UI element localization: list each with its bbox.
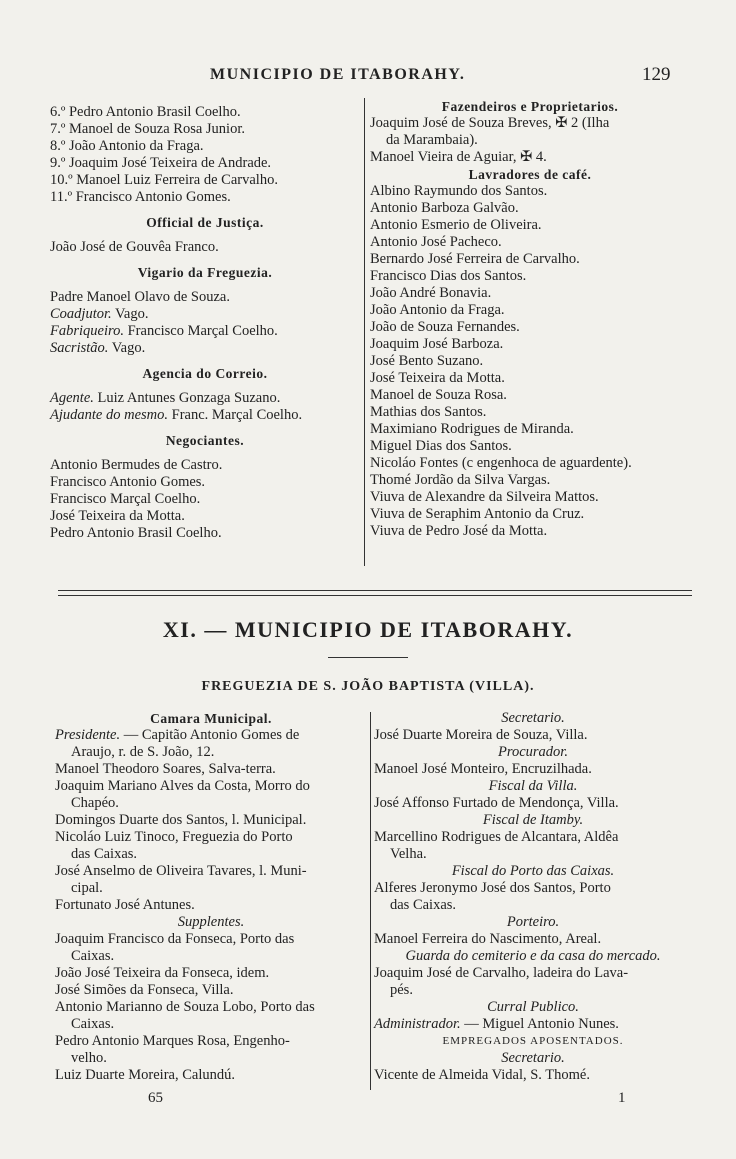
supplente-cont: Caixas. <box>71 1016 115 1032</box>
presidente-label: Presidente. <box>55 727 121 743</box>
lavrador: Maximiano Rodrigues de Miranda. <box>370 421 574 437</box>
correio-heading: Agencia do Correio. <box>142 366 268 381</box>
secretario-heading <box>374 710 692 727</box>
vereador: Manoel Theodoro Soares, Salva-terra. <box>55 761 276 777</box>
administrador-line <box>374 1016 692 1033</box>
supplente: Joaquim Francisco da Fonseca, Porto das <box>55 931 295 947</box>
sacristao-value: Vago. <box>111 340 146 356</box>
agente-line <box>50 390 360 407</box>
curral-heading <box>374 999 692 1016</box>
lavrador: Miguel Dias dos Santos. <box>370 438 512 454</box>
porteiro-heading <box>374 914 692 931</box>
agente-value: Luiz Antunes Gonzaga Suzano. <box>97 390 281 406</box>
freguezia-title: FREGUEZIA DE S. JOÃO BAPTISTA (VILLA). <box>201 679 535 694</box>
supplente: Antonio Marianno de Souza Lobo, Porto das <box>55 999 315 1015</box>
negociante: Antonio Bermudes de Castro. <box>50 457 223 473</box>
fiscal-itamby-heading <box>374 812 692 829</box>
negociante: Francisco Antonio Gomes. <box>50 474 206 490</box>
oficial-name: João José de Gouvêa Franco. <box>50 239 219 255</box>
vigario-heading: Vigario da Freguezia. <box>137 265 273 280</box>
fiscal-itamby-cont: Velha. <box>390 846 427 862</box>
vereador: Joaquim Mariano Alves da Costa, Morro do <box>55 778 310 794</box>
fazendeiro: Joaquim José de Souza Breves, ✠ 2 (Ilha <box>370 115 610 131</box>
lavrador: Viuva de Alexandre da Silveira Mattos. <box>370 489 599 505</box>
top-right-column <box>370 98 690 540</box>
vereador-cont: das Caixas. <box>71 846 138 862</box>
negociantes-list <box>50 457 360 542</box>
sacristao-label: Sacristão. <box>50 340 109 356</box>
vereador-cont: cipal. <box>71 880 103 896</box>
vereador: Nicoláo Luiz Tinoco, Freguezia do Porto <box>55 829 293 845</box>
officials-column <box>374 710 692 1084</box>
council-members-list <box>50 104 360 206</box>
fiscal-villa-heading-text: Fiscal da Villa. <box>488 778 578 794</box>
fazendeiros-list <box>370 115 690 166</box>
running-title: MUNICIPIO DE ITABORAHY. <box>210 66 466 83</box>
guarda-name: Joaquim José de Carvalho, ladeira do Lava- <box>374 965 629 981</box>
lavrador: Albino Raymundo dos Santos. <box>370 183 548 199</box>
supplente-cont: velho. <box>71 1050 107 1066</box>
camara-heading: Camara Municipal. <box>150 711 272 726</box>
supplente: Luiz Duarte Moreira, Calundú. <box>55 1067 235 1083</box>
council-member: 6.º Pedro Antonio Brasil Coelho. <box>50 104 241 120</box>
lavrador: Viuva de Pedro José da Motta. <box>370 523 548 539</box>
lavrador: João de Souza Fernandes. <box>370 319 520 335</box>
lavrador: Manoel de Souza Rosa. <box>370 387 507 403</box>
presidente-line <box>55 727 367 744</box>
coadjutor-line <box>50 306 360 323</box>
negociante: Francisco Marçal Coelho. <box>50 491 201 507</box>
procurador-heading <box>374 744 692 761</box>
vereadores-list <box>55 761 367 914</box>
vereador: Fortunato José Antunes. <box>55 897 195 913</box>
section-rule-top <box>58 590 692 591</box>
fiscal-porto-name: Alferes Jeronymo José dos Santos, Porto <box>374 880 611 896</box>
administrador-label: Administrador. <box>374 1016 461 1032</box>
porteiro-heading-text: Porteiro. <box>506 914 560 930</box>
fiscal-villa-heading <box>374 778 692 795</box>
ajudante-label: Ajudante do mesmo. <box>50 407 168 423</box>
administrador-value: — Miguel Antonio Nunes. <box>464 1016 619 1032</box>
supplentes-heading <box>55 914 367 931</box>
fabriqueiro-label: Fabriqueiro. <box>50 323 124 339</box>
presidente-cont: Araujo, r. de S. João, 12. <box>71 744 215 760</box>
vereador: Domingos Duarte dos Santos, l. Municipal. <box>55 812 307 828</box>
supplente: João José Teixeira da Fonseca, idem. <box>55 965 270 981</box>
coadjutor-label: Coadjutor. <box>50 306 112 322</box>
guarda-cont: pés. <box>390 982 413 998</box>
fiscal-porto-heading <box>374 863 692 880</box>
lavrador: José Teixeira da Motta. <box>370 370 505 386</box>
council-member: 10.º Manoel Luiz Ferreira de Carvalho. <box>50 172 278 188</box>
secretario-name: José Duarte Moreira de Souza, Villa. <box>374 727 588 743</box>
lavrador: Joaquim José Barboza. <box>370 336 504 352</box>
ajudante-value: Franc. Marçal Coelho. <box>171 407 303 423</box>
signature-mark: 65 <box>148 1090 163 1106</box>
lavrador: Antonio Barboza Galvão. <box>370 200 519 216</box>
lavrador: José Bento Suzano. <box>370 353 484 369</box>
lavrador: Mathias dos Santos. <box>370 404 487 420</box>
top-left-column <box>50 104 360 542</box>
vigario-name: Padre Manoel Olavo de Souza. <box>50 289 230 305</box>
camara-column <box>55 710 367 1084</box>
fiscal-villa-name: José Affonso Furtado de Mendonça, Villa. <box>374 795 619 811</box>
secretario2-name: Vicente de Almeida Vidal, S. Thomé. <box>374 1067 590 1083</box>
supplente-cont: Caixas. <box>71 948 115 964</box>
supplente: José Simões da Fonseca, Villa. <box>55 982 234 998</box>
secretario2-heading-text: Secretario. <box>501 1050 565 1066</box>
lavrador: Bernardo José Ferreira de Carvalho. <box>370 251 580 267</box>
lavrador: Viuva de Seraphim Antonio da Cruz. <box>370 506 585 522</box>
negociantes-heading: Negociantes. <box>165 433 245 448</box>
coadjutor-value: Vago. <box>115 306 149 322</box>
vereador-cont: Chapéo. <box>71 795 119 811</box>
title-rule <box>328 657 408 658</box>
vereador: José Anselmo de Oliveira Tavares, l. Muni- <box>55 863 307 879</box>
council-member: 7.º Manoel de Souza Rosa Junior. <box>50 121 245 137</box>
agente-label: Agente. <box>50 390 94 406</box>
lavrador: Francisco Dias dos Santos. <box>370 268 527 284</box>
top-column-divider <box>364 98 365 566</box>
guarda-heading <box>374 948 692 965</box>
lavrador: João André Bonavia. <box>370 285 492 301</box>
lavrador: Antonio José Pacheco. <box>370 234 502 250</box>
lavradores-list <box>370 183 690 540</box>
curral-heading-text: Curral Publico. <box>487 999 579 1015</box>
section-rule-bottom <box>58 595 692 596</box>
presidente-value: — Capitão Antonio Gomes de <box>123 727 300 743</box>
supplentes-heading-text: Supplentes. <box>177 914 245 930</box>
fabriqueiro-line <box>50 323 360 340</box>
fazendeiro: da Marambaia). <box>386 132 478 148</box>
section-title: XI. — MUNICIPIO DE ITABORAHY. <box>162 617 574 642</box>
footer-mark: 1 <box>618 1090 626 1106</box>
lavrador: Antonio Esmerio de Oliveira. <box>370 217 542 233</box>
oficial-heading: Official de Justiça. <box>146 215 264 230</box>
lavrador: Nicoláo Fontes (c engenhoca de aguardente). <box>370 455 632 471</box>
lavradores-heading: Lavradores de café. <box>468 167 592 182</box>
fiscal-itamby-name: Marcellino Rodrigues de Alcantara, Aldêa <box>374 829 619 845</box>
secretario2-heading <box>374 1050 692 1067</box>
fazendeiros-heading: Fazendeiros e Proprietarios. <box>441 99 619 114</box>
lavrador: João Antonio da Fraga. <box>370 302 505 318</box>
negociante: Pedro Antonio Brasil Coelho. <box>50 525 222 541</box>
procurador-heading-text: Procurador. <box>498 744 568 760</box>
page-number: 129 <box>642 64 671 85</box>
negociante: José Teixeira da Motta. <box>50 508 185 524</box>
aposentados-heading: EMPREGADOS APOSENTADOS. <box>442 1035 624 1047</box>
fazendeiro: Manoel Vieira de Aguiar, ✠ 4. <box>370 149 547 165</box>
bottom-column-divider <box>370 712 371 1090</box>
council-member: 11.º Francisco Antonio Gomes. <box>50 189 231 205</box>
sacristao-line <box>50 340 360 357</box>
fiscal-itamby-heading-text: Fiscal de Itamby. <box>482 812 584 828</box>
porteiro-name: Manoel Ferreira do Nascimento, Areal. <box>374 931 602 947</box>
secretario-heading-text: Secretario. <box>501 710 565 726</box>
supplentes-list <box>55 931 367 1084</box>
procurador-name: Manoel José Monteiro, Encruzilhada. <box>374 761 592 777</box>
supplente: Pedro Antonio Marques Rosa, Engenho- <box>55 1033 290 1049</box>
guarda-heading-text: Guarda do cemiterio e da casa do mercado. <box>405 948 661 964</box>
council-member: 9.º Joaquim José Teixeira de Andrade. <box>50 155 272 171</box>
lavrador: Thomé Jordão da Silva Vargas. <box>370 472 551 488</box>
fabriqueiro-value: Francisco Marçal Coelho. <box>127 323 278 339</box>
council-member: 8.º João Antonio da Fraga. <box>50 138 204 154</box>
fiscal-porto-heading-text: Fiscal do Porto das Caixas. <box>451 863 615 879</box>
ajudante-line <box>50 407 360 424</box>
fiscal-porto-cont: das Caixas. <box>390 897 457 913</box>
running-header <box>0 66 736 90</box>
